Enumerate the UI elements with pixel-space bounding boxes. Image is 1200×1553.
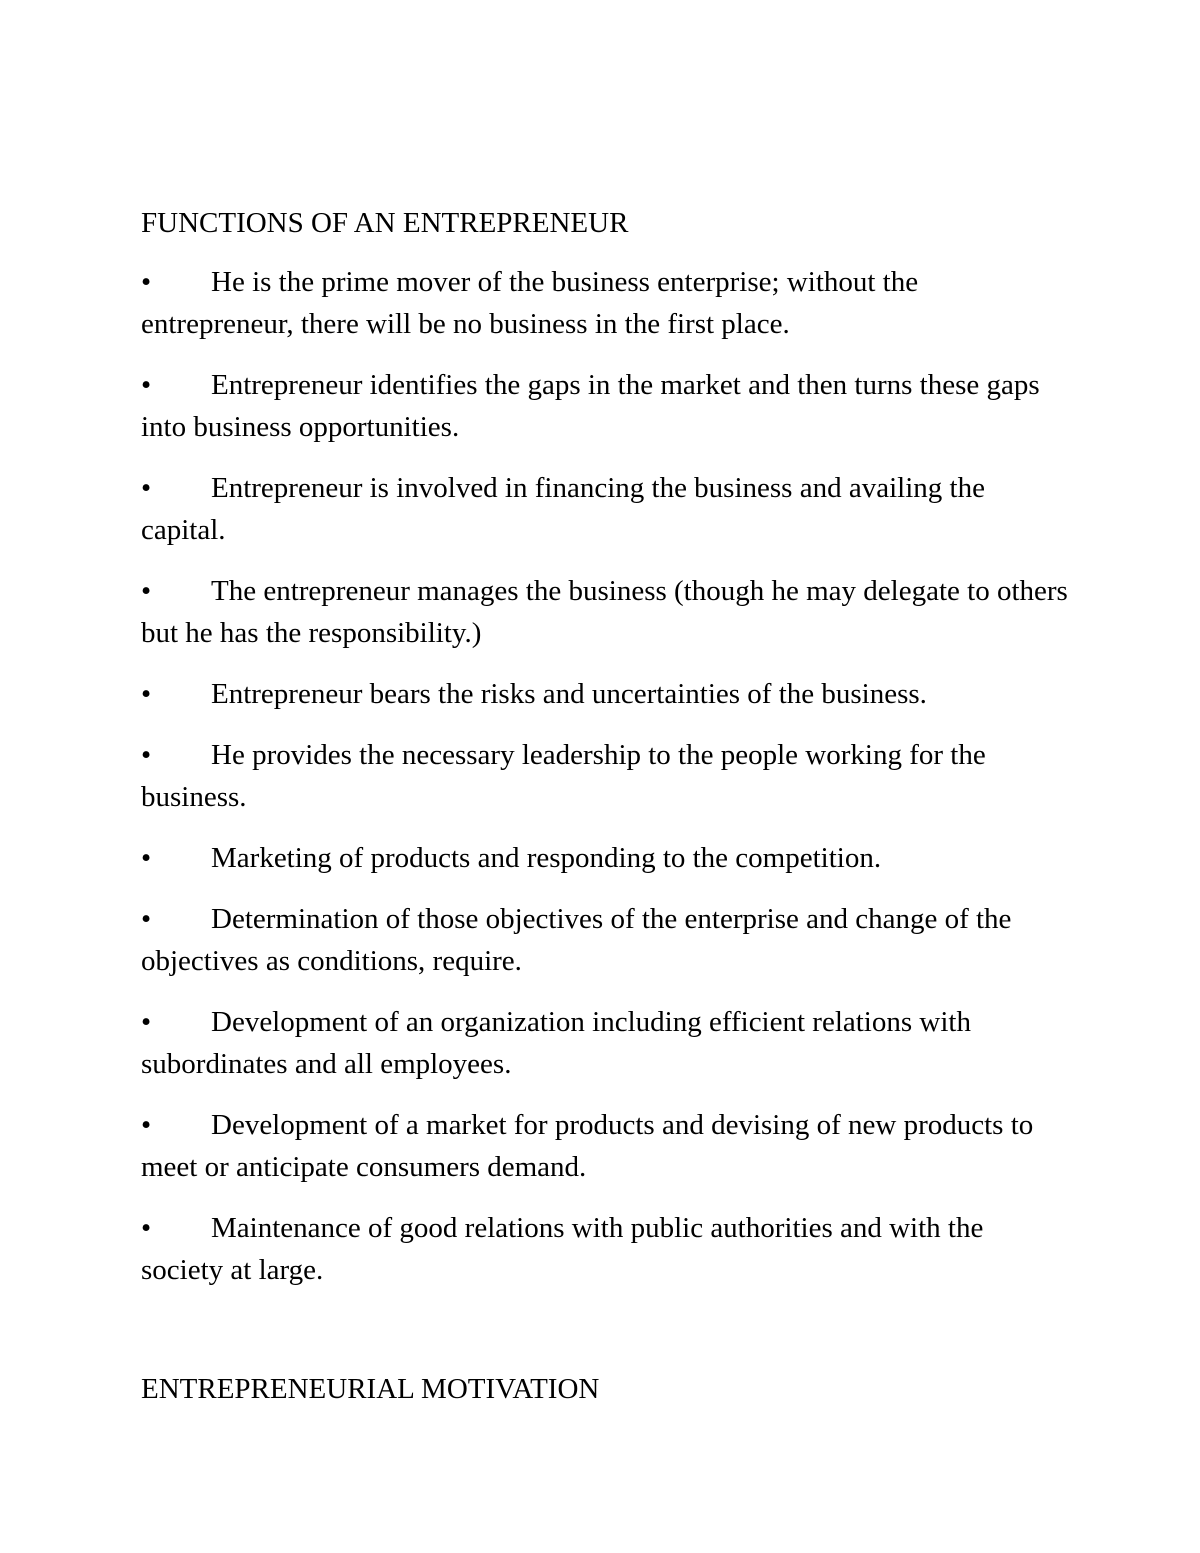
functions-list bbox=[141, 261, 1071, 1291]
list-item-text: He provides the necessary leadership to the people working for the business. bbox=[141, 739, 986, 813]
bullet-icon: • bbox=[141, 903, 152, 935]
section-heading-functions: FUNCTIONS OF AN ENTREPRENEUR bbox=[141, 207, 629, 239]
list-item bbox=[141, 1001, 1071, 1085]
bullet-icon: • bbox=[141, 266, 152, 298]
list-item-text: Development of a market for products and devising of new products to meet or anticipate consumers demand. bbox=[141, 1109, 1034, 1183]
bullet-icon: • bbox=[141, 575, 152, 607]
list-item bbox=[141, 364, 1071, 448]
list-item bbox=[141, 1207, 1071, 1291]
list-item bbox=[141, 1104, 1071, 1188]
list-item bbox=[141, 261, 1071, 345]
bullet-icon: • bbox=[141, 472, 152, 504]
list-item bbox=[141, 673, 1071, 715]
bullet-icon: • bbox=[141, 1109, 152, 1141]
document-body bbox=[141, 205, 1071, 1310]
list-item-text: He is the prime mover of the business enterprise; without the entrepreneur, there will be no business in the first place. bbox=[141, 266, 919, 340]
list-item-text: Entrepreneur bears the risks and uncertainties of the business. bbox=[211, 678, 927, 710]
bullet-icon: • bbox=[141, 1212, 152, 1244]
bullet-icon: • bbox=[141, 678, 152, 710]
list-item-text: Maintenance of good relations with public authorities and with the society at large. bbox=[141, 1212, 984, 1286]
list-item-text: Development of an organization including efficient relations with subordinates and all employees. bbox=[141, 1006, 971, 1080]
list-item bbox=[141, 467, 1071, 551]
list-item-text: The entrepreneur manages the business (though he may delegate to others but he has the responsibility.) bbox=[141, 575, 1068, 649]
bullet-icon: • bbox=[141, 739, 152, 771]
list-item-text: Determination of those objectives of the enterprise and change of the objectives as conditions, require. bbox=[141, 903, 1012, 977]
list-item-text: Marketing of products and responding to the competition. bbox=[211, 842, 882, 874]
list-item bbox=[141, 570, 1071, 654]
section-heading-motivation: ENTREPRENEURIAL MOTIVATION bbox=[141, 1373, 600, 1405]
list-item bbox=[141, 837, 1071, 879]
bullet-icon: • bbox=[141, 842, 152, 874]
list-item bbox=[141, 898, 1071, 982]
bullet-icon: • bbox=[141, 369, 152, 401]
list-item-text: Entrepreneur is involved in financing the business and availing the capital. bbox=[141, 472, 985, 546]
list-item-text: Entrepreneur identifies the gaps in the market and then turns these gaps into business opportunities. bbox=[141, 369, 1040, 443]
bullet-icon: • bbox=[141, 1006, 152, 1038]
list-item bbox=[141, 734, 1071, 818]
